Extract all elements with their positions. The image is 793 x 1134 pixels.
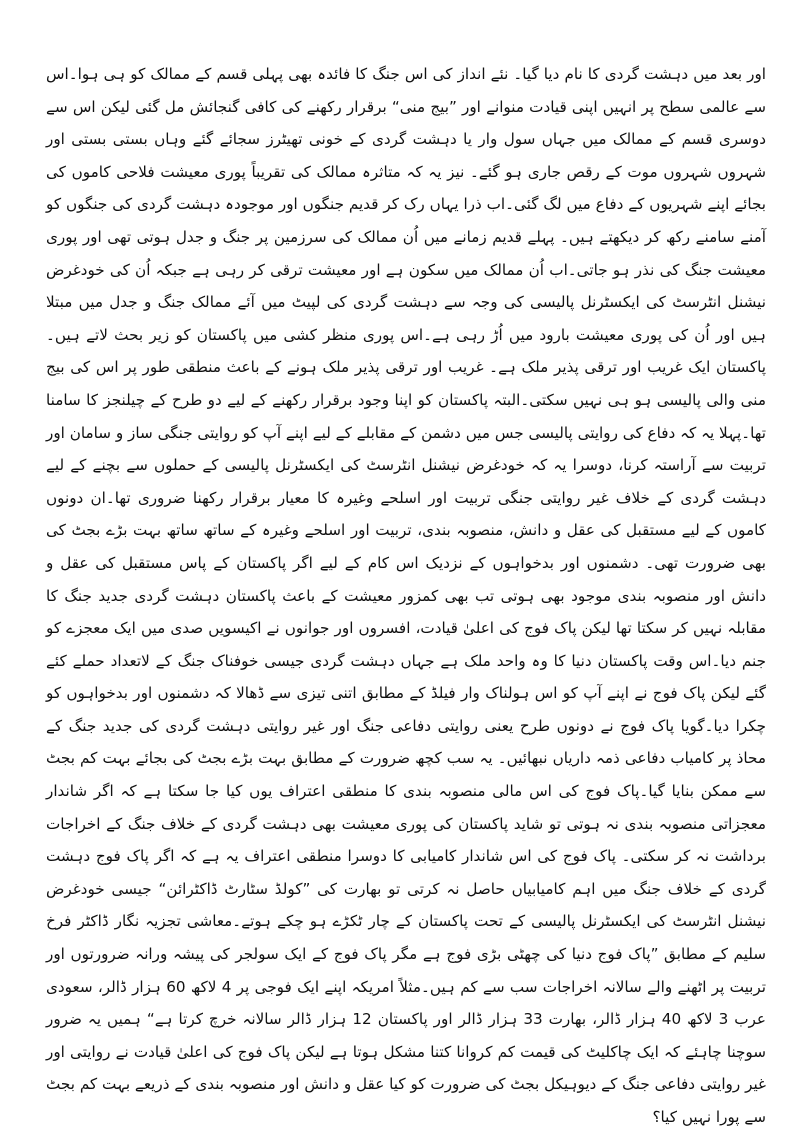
article-paragraph: اور بعد میں دہشت گردی کا نام دیا گیا۔ نئے انداز کی اس جنگ کا فائدہ بھی پہلی قسم کے ممالک کو ہی ہوا۔اس سے عالمی سطح پر انہیں اپنی قیادت منوانے اور ”بیج منی“ برقرار رکھنے کی کافی گنجائش مل گئی لیکن اس سے دوسری قسم کے ممالک میں جہاں سول وار یا دہشت گردی کے خونی تھیٹرز سجائے گئے وہاں بستی بستی اور شہروں شہروں موت کے رقص جاری ہو گئے۔ نیز یہ کہ متاثرہ ممالک کی تقریباً پوری معیشت فلاحی کاموں کی بجائے اپنے شہریوں کے دفاع میں لگ گئی۔اب ذرا یہاں رک کر قدیم جنگوں اور موجودہ دہشت گردی کی جنگوں کو آمنے سامنے رکھ کر دیکھتے ہیں۔ پہلے قدیم زمانے میں اُن ممالک کی سرزمین پر جنگ و جدل ہوتی تھی اور پوری معیشت جنگ کی نذر ہو جاتی۔اب اُن ممالک میں سکون ہے اور معیشت ترقی کر رہی ہے جبکہ اُن کی خودغرض نیشنل انٹرسٹ کی ایکسٹرنل پالیسی کی وجہ سے دہشت گردی کی لپیٹ میں آئے ممالک جنگ و جدل میں مبتلا ہیں اور اُن کی پوری معیشت بارود میں اُڑ رہی ہے۔اس پوری منظر کشی میں پاکستان کو زیر بحث لاتے ہیں۔پاکستان ایک غریب اور ترقی پذیر ملک ہے۔ غریب اور ترقی پذیر ملک ہونے کے باعث منطقی طور پر اس کی بیج منی والی پالیسی ہو ہی نہیں سکتی۔البتہ پاکستان کو اپنا وجود برقرار رکھنے کے لیے دو طرح کے چیلنجز کا سامنا تھا۔پہلا یہ کہ دفاع کی روایتی پالیسی جس میں دشمن کے مقابلے کے لیے اپنے آپ کو روایتی جنگی ساز و سامان اور تربیت سے آراستہ کرنا، دوسرا یہ کہ خودغرض نیشنل انٹرسٹ کی ایکسٹرنل پالیسی کے حملوں سے بچنے کے لیے دہشت گردی کے خلاف غیر روایتی جنگی تربیت اور اسلحے وغیرہ کا معیار برقرار رکھنا ضروری تھا۔ان دونوں کاموں کے لیے مستقبل کی عقل و دانش، منصوبہ بندی، تربیت اور اسلحے وغیرہ کے ساتھ ساتھ بہت بڑے بجٹ کی بھی ضرورت تھی۔ دشمنوں اور بدخواہوں کے نزدیک اس کام کے لیے اگر پاکستان کے پاس مستقبل کی عقل و دانش اور منصوبہ بندی موجود بھی ہوتی تب بھی کمزور معیشت کے باعث پاکستان دہشت گردی جدید جنگ کا مقابلہ نہیں کر سکتا تھا لیکن پاک فوج کی اعلیٰ قیادت، افسروں اور جوانوں نے اکیسویں صدی میں ایک معجزے کو جنم دیا۔اس وقت پاکستان دنیا کا وہ واحد ملک ہے جہاں دہشت گردی جیسی خوفناک جنگ کے لاتعداد حملے کئے گئے لیکن پاک فوج نے اپنے آپ کو اس ہولناک وار فیلڈ کے مطابق اتنی تیزی سے ڈھالا کہ دشمنوں اور بدخواہوں کو چکرا دیا۔گویا پاک فوج نے دونوں طرح یعنی روایتی دفاعی جنگ اور غیر روایتی دہشت گردی کی جدید جنگ کے محاذ پر کامیاب دفاعی ذمہ داریاں نبھائیں۔ یہ سب کچھ ضرورت کے مطابق بہت بڑے بجٹ کی بجائے بہت کم بجٹ سے ممکن بنایا گیا۔پاک فوج کی اس مالی منصوبہ بندی کا منطقی اعتراف یوں کیا جا سکتا ہے کہ اگر شاندار معجزاتی منصوبہ بندی نہ ہوتی تو شاید پاکستان کی پوری معیشت بھی دہشت گردی کے خلاف جنگ کے اخراجات برداشت نہ کر سکتی۔ پاک فوج کی اس شاندار کامیابی کا دوسرا منطقی اعتراف یہ ہے کہ اگر پاک فوج دہشت گردی کے خلاف جنگ میں اہم کامیابیاں حاصل نہ کرتی تو بھارت کی ”کولڈ سٹارٹ ڈاکٹرائن“ جیسی خودغرض نیشنل انٹرسٹ کی ایکسٹرنل پالیسی کے تحت پاکستان کے چار ٹکڑے ہو چکے ہوتے۔معاشی تجزیہ نگار ڈاکٹر فرخ سلیم کے مطابق ”پاک فوج دنیا کی چھٹی بڑی فوج ہے مگر پاک فوج کے ایک سولجر کی پیشہ ورانہ ضرورتوں اور تربیت پر اٹھنے والے سالانہ اخراجات سب سے کم ہیں۔مثلاً امریکہ اپنے ایک فوجی پر 4 لاکھ 60 ہزار ڈالر، سعودی عرب 3 لاکھ 40 ہزار ڈالر، بھارت 33 ہزار ڈالر اور پاکستان 12 ہزار ڈالر سالانہ خرچ کرتا ہے“ ہمیں یہ ضرور سوچنا چاہئے کہ ایک چاکلیٹ کی قیمت کم کروانا کتنا مشکل ہوتا ہے لیکن پاک فوج کی اعلیٰ قیادت نے روایتی اور غیر روایتی دفاعی جنگ کے دیوہیکل بجٹ کی ضرورت کو کیا عقل و دانش اور منصوبہ بندی کے ذریعے بہت کم بجٹ سے پورا نہیں کیا؟ bbox=[46, 65, 767, 1126]
